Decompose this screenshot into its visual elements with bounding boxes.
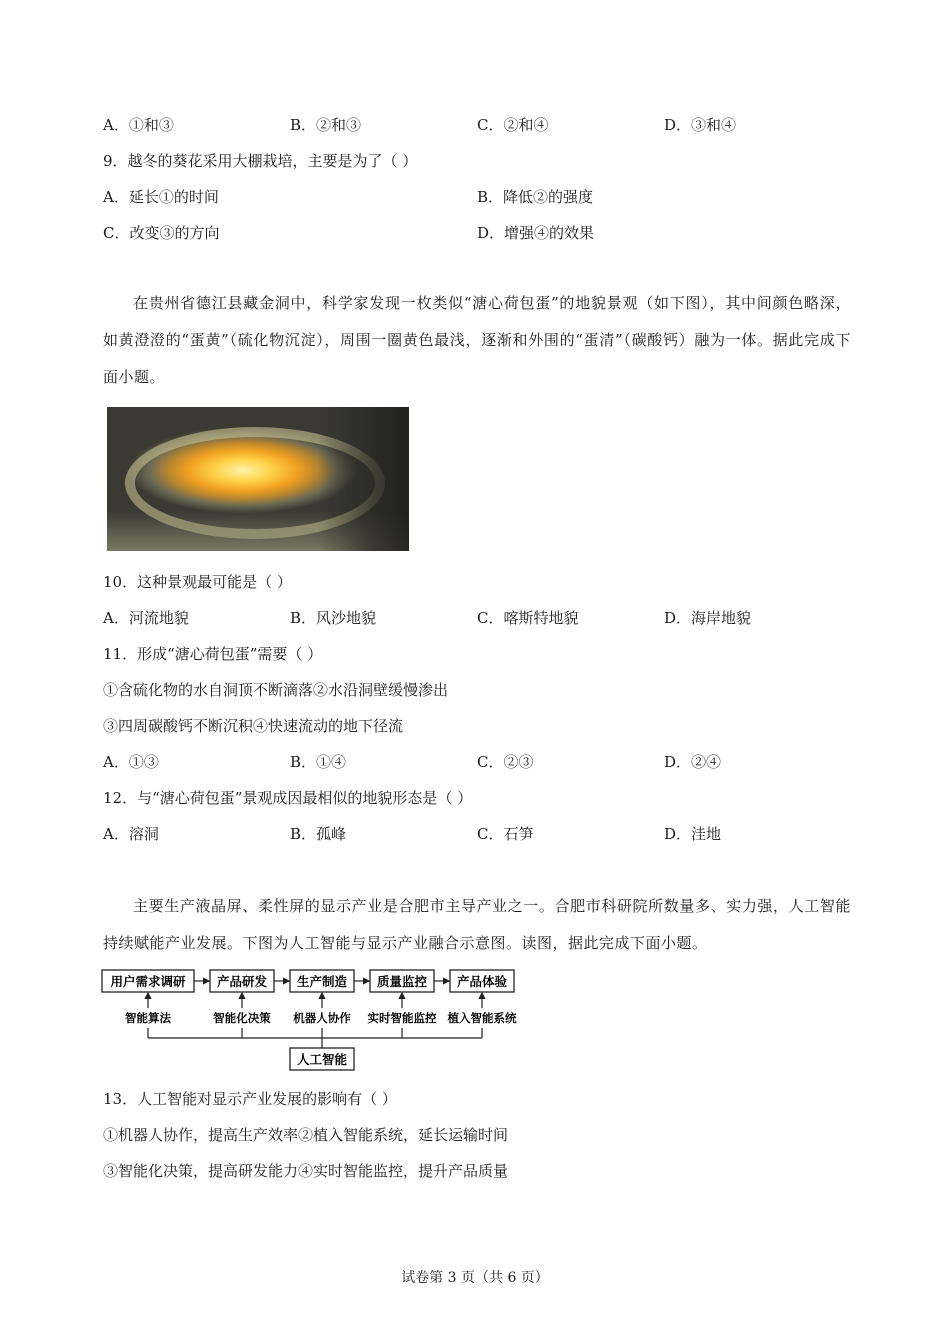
q10-option-a: A．河流地貌 [103,609,189,627]
stage-box-quality [370,970,434,992]
q12-option-d: D．洼地 [664,825,722,843]
ai-source-box [290,1048,354,1070]
q9-option-a: A．延长①的时间 [103,188,219,206]
q12-option-a: A．溶洞 [103,825,159,843]
q13-statements-2: ③智能化决策，提高研发能力④实时智能监控，提升产品质量 [103,1162,509,1180]
q12-stem: 12．与“溏心荷包蛋”景观成因最相似的地貌形态是（ ） [103,789,473,807]
q11-option-d: D．②④ [664,753,722,771]
q13-stem: 13．人工智能对显示产业发展的影响有（ ） [103,1090,397,1108]
stage-label: 用户需求调研 [110,974,186,989]
input-label: 实时智能监控 [367,1011,437,1025]
q12-option-c: C．石笋 [477,825,534,843]
stage-label: 产品体验 [456,974,508,989]
q9-stem: 9．越冬的葵花采用大棚栽培，主要是为了（ ） [103,152,418,170]
q8-option-a: A．①和③ [103,116,174,134]
ai-display-diagram [100,968,530,1074]
stage-label: 生产制造 [296,974,348,989]
q10-option-d: D．海岸地貌 [664,609,752,627]
input-label: 智能化决策 [213,1011,271,1025]
q12-option-b: B．孤峰 [290,825,347,843]
passage-ai-display: 主要生产液晶屏、柔性屏的显示产业是合肥市主导产业之一。合肥市科研院所数量多、实力强，人工智能持续赋能产业发展。下图为人工智能与显示产业融合示意图。读图，据此完成下面小题。 [103,897,851,952]
q10-option-b: B．风沙地貌 [290,609,377,627]
q11-option-b: B．①④ [290,753,347,771]
page-footer: 试卷第 3 页（共 6 页） [401,1270,549,1286]
q11-option-c: C．②③ [477,753,534,771]
stage-box-experience [450,970,514,992]
q9-option-c: C．改变③的方向 [103,224,220,242]
q10-option-c: C．喀斯特地貌 [477,609,579,627]
q8-option-d: D．③和④ [664,116,737,134]
stage-box-survey [102,970,194,992]
q10-stem: 10．这种景观最可能是（ ） [103,573,292,591]
stage-box-rnd [210,970,274,992]
q11-statements-2: ③四周碳酸钙不断沉积④快速流动的地下径流 [103,717,404,735]
q11-statements-1: ①含硫化物的水自洞顶不断滴落②水沿洞壁缓慢渗出 [103,681,449,699]
stage-box-manufacture [290,970,354,992]
q13-statements-1: ①机器人协作，提高生产效率②植入智能系统，延长运输时间 [103,1126,509,1144]
q11-stem: 11．形成“溏心荷包蛋”需要（ ） [103,645,323,663]
input-label: 智能算法 [125,1011,171,1025]
stage-label: 产品研发 [216,974,268,989]
ai-source-label: 人工智能 [296,1052,348,1067]
cave-egg-photo [107,407,409,551]
input-label: 机器人协作 [293,1011,351,1025]
q9-option-d: D．增强④的效果 [477,224,595,242]
stage-label: 质量监控 [376,974,428,989]
input-label: 植入智能系统 [447,1011,517,1025]
q8-option-c: C．②和④ [477,116,549,134]
q9-option-b: B．降低②的强度 [477,188,594,206]
q8-option-b: B．②和③ [290,116,362,134]
passage-karst-egg: 在贵州省德江县藏金洞中，科学家发现一枚类似“溏心荷包蛋”的地貌景观（如下图），其中间颜色略深，如黄澄澄的“蛋黄”（硫化物沉淀），周围一圈黄色最浅，逐渐和外围的“蛋清”（碳酸钙）融为一体。据此完成下面小题。 [103,294,851,386]
q11-option-a: A．①③ [103,753,159,771]
